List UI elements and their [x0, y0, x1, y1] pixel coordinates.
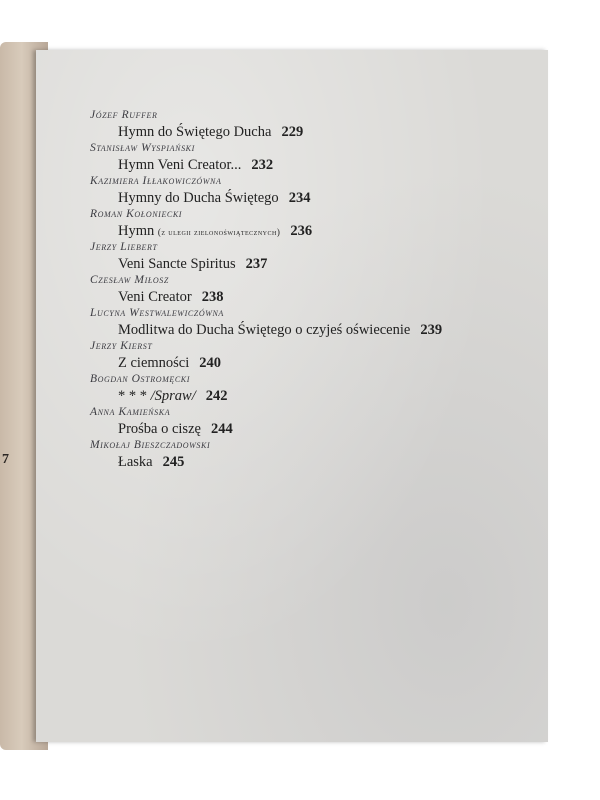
toc-entry	[90, 354, 538, 372]
toc-author: Roman Kołoniecki	[90, 208, 183, 220]
toc-title: Prośba o ciszę	[118, 421, 201, 437]
toc-entry	[90, 222, 538, 240]
toc-author: Czesław Miłosz	[90, 274, 169, 286]
toc-entry	[90, 321, 538, 339]
toc-page-number: 229	[281, 124, 304, 140]
toc-title: Hymn	[118, 223, 155, 239]
toc-subtitle: /Spraw/	[150, 388, 196, 404]
toc-author: Kazimiera Iłłakowiczówna	[90, 175, 222, 187]
book-page	[36, 50, 548, 742]
toc-author: Jerzy Kierst	[90, 340, 153, 352]
toc-page-number: 238	[201, 289, 224, 305]
toc-page-number: 232	[251, 157, 274, 173]
page-number-fragment: 7	[2, 452, 9, 467]
toc-page-number: 234	[288, 190, 311, 206]
toc-entry	[90, 123, 538, 141]
toc-entry	[90, 156, 538, 174]
toc-entry	[90, 255, 538, 273]
toc-author: Stanisław Wyspiański	[90, 142, 195, 154]
toc-page-number: 242	[205, 388, 228, 404]
toc-title: Z ciemności	[118, 355, 190, 371]
toc-title: Veni Sancte Spiritus	[118, 256, 236, 272]
toc-title: Modlitwa do Ducha Świętego o czyjeś oświecenie	[118, 322, 411, 338]
toc-title: Hymny do Ducha Świętego	[118, 190, 279, 206]
toc-title: Łaska	[118, 454, 153, 470]
toc-author: Józef Ruffer	[90, 109, 158, 121]
toc-title: Hymn do Świętego Ducha	[118, 124, 272, 140]
toc-title: Veni Creator	[118, 289, 192, 305]
toc-page-number: 237	[245, 256, 268, 272]
toc-entry	[90, 387, 538, 405]
toc-author: Anna Kamieńska	[90, 406, 171, 418]
toc-author: Lucyna Westwalewiczówna	[90, 307, 224, 319]
toc-page-number: 245	[162, 454, 185, 470]
toc-title: Hymn Veni Creator...	[118, 157, 242, 173]
toc-page-number: 244	[210, 421, 233, 437]
toc-entry	[90, 420, 538, 438]
table-of-contents	[90, 108, 538, 471]
toc-author: Bogdan Ostromęcki	[90, 373, 190, 385]
toc-page-number: 239	[420, 322, 443, 338]
toc-entry	[90, 189, 538, 207]
toc-entry	[90, 453, 538, 471]
toc-entry	[90, 288, 538, 306]
toc-title: * * *	[118, 388, 147, 404]
toc-subtitle: (z ulegii zielonoświątecznych)	[157, 227, 281, 237]
toc-author: Jerzy Liebert	[90, 241, 158, 253]
toc-page-number: 236	[290, 223, 313, 239]
toc-page-number: 240	[199, 355, 222, 371]
toc-author: Mikołaj Bieszczadowski	[90, 439, 211, 451]
